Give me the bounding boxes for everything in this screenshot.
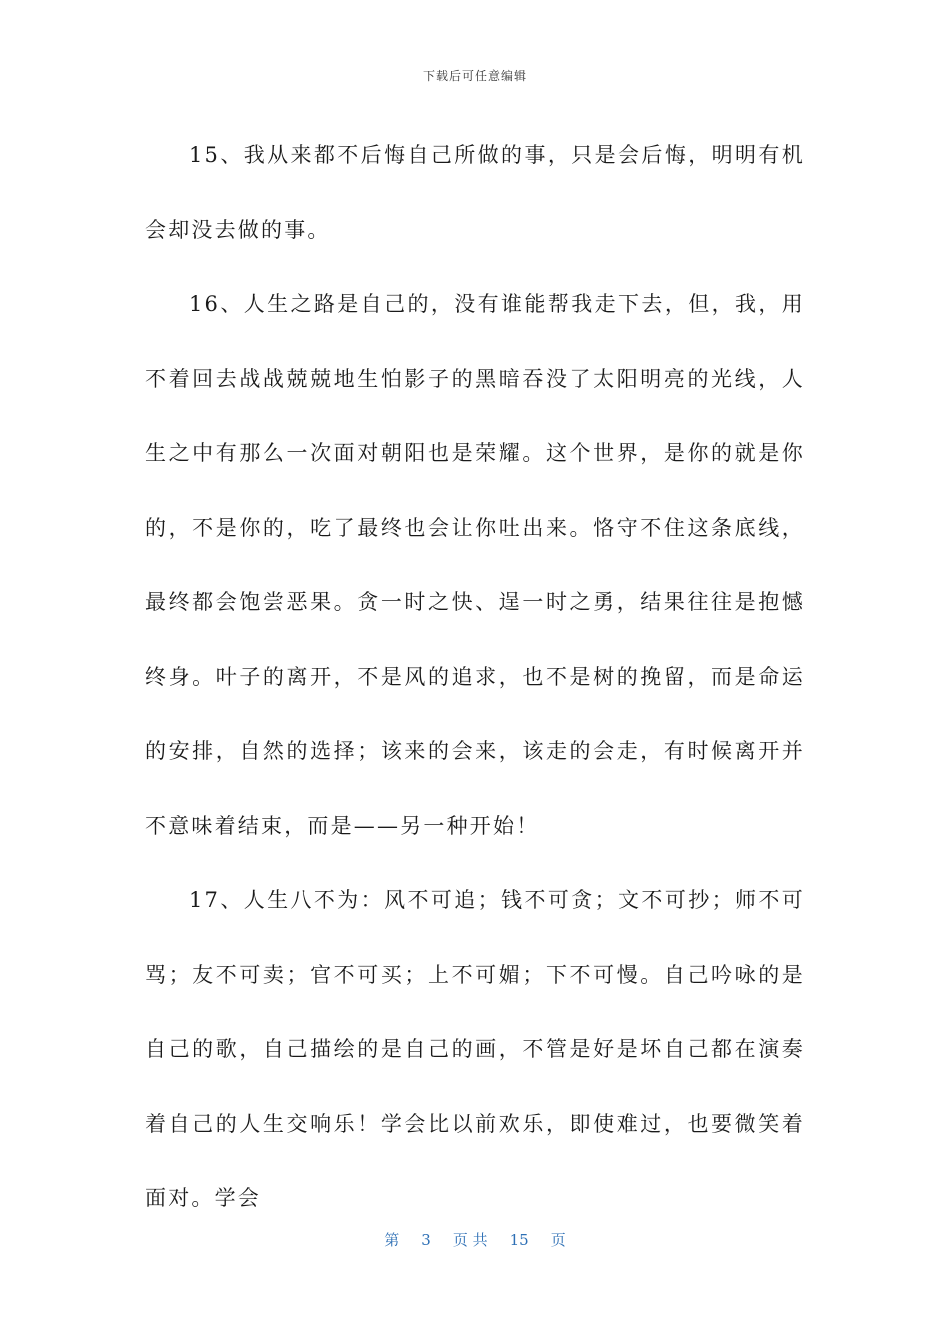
- footer-middle: 页 共: [452, 1231, 488, 1249]
- header-note: 下载后可任意编辑: [422, 69, 527, 83]
- footer-suffix: 页: [550, 1231, 566, 1249]
- page-footer: [0, 1229, 950, 1250]
- paragraph-17: 17、人生八不为：风不可追；钱不可贪；文不可抄；师不可骂；友不可卖；官不可买；上不可媚；下不可慢。自己吟咏的是自己的歌，自己描绘的是自己的画，不管是好是坏自己都在演奏着自己的人生交响乐！学会比以前欢乐，即使难过，也要微笑着面对。学会: [145, 888, 805, 1210]
- paragraph-15: 15、我从来都不后悔自己所做的事，只是会后悔，明明有机会却没去做的事。: [145, 143, 805, 242]
- document-body: [145, 118, 805, 1236]
- total-pages-number: 15: [509, 1231, 529, 1249]
- current-page-number: 3: [421, 1231, 431, 1249]
- footer-prefix: 第: [384, 1231, 400, 1249]
- paragraph-16: 16、人生之路是自己的，没有谁能帮我走下去，但，我，用不着回去战战兢兢地生怕影子的黑暗吞没了太阳明亮的光线，人生之中有那么一次面对朝阳也是荣耀。这个世界，是你的就是你的，不是你的，吃了最终也会让你吐出来。恪守不住这条底线，最终都会饱尝恶果。贪一时之快、逞一时之勇，结果往往是抱憾终身。叶子的离开，不是风的追求，也不是树的挽留，而是命运的安排，自然的选择；该来的会来，该走的会走，有时候离开并不意味着结束，而是——另一种开始！: [145, 292, 805, 838]
